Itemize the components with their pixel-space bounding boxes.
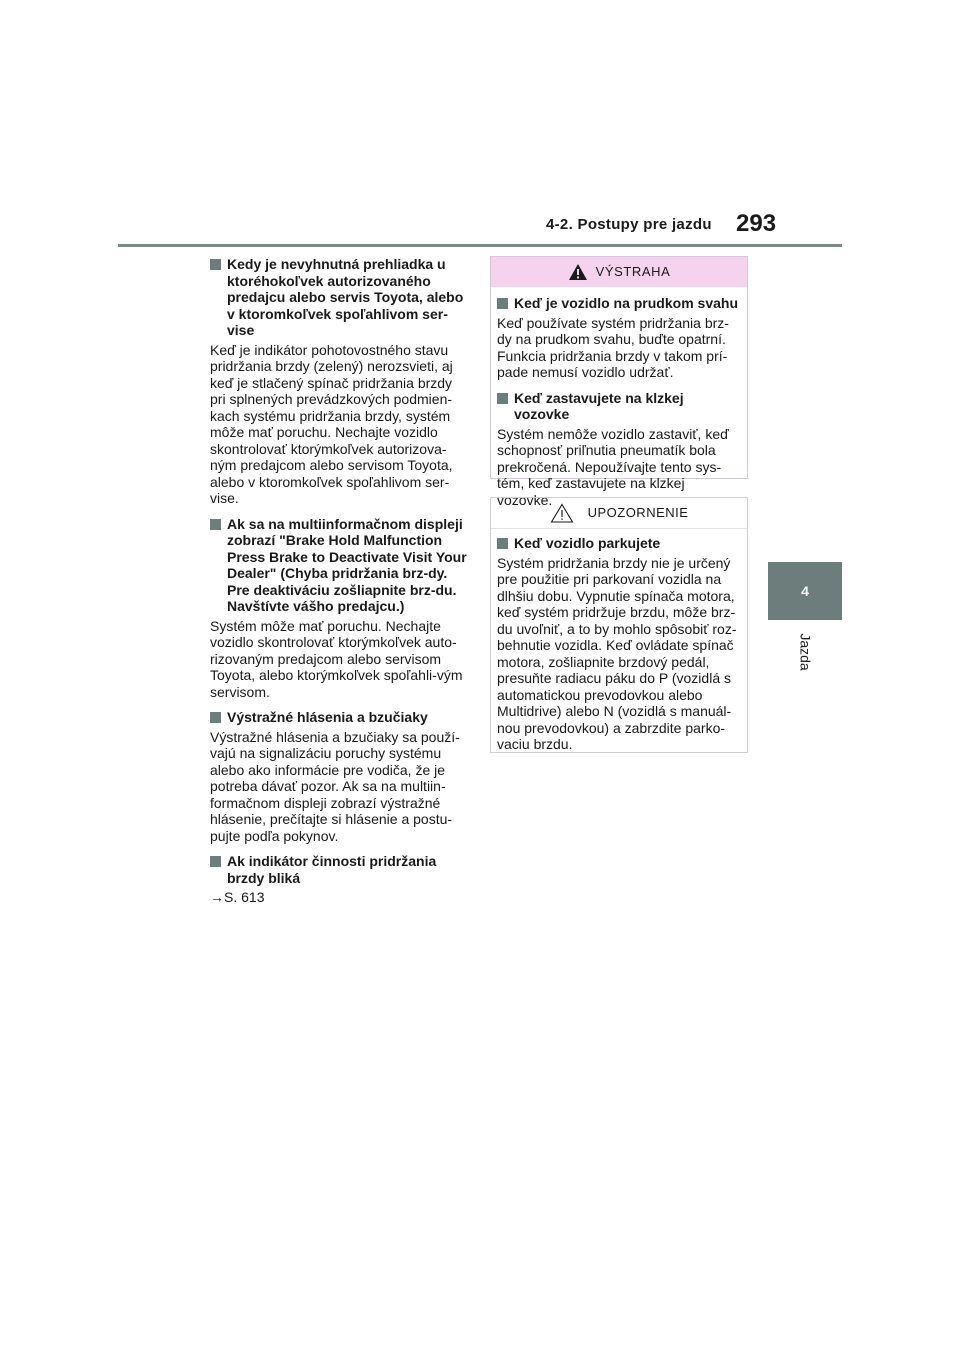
left-column: [210, 256, 468, 915]
heading-text: Keď vozidlo parkujete: [514, 535, 661, 551]
chapter-number: 4: [801, 583, 809, 599]
square-bullet-icon: [210, 856, 221, 867]
section-title: 4-2. Postupy pre jazdu: [546, 216, 712, 233]
warning-title: VÝSTRAHA: [595, 263, 671, 279]
caution-body: [491, 529, 747, 753]
caution-triangle-icon: [550, 503, 574, 523]
chapter-label: [786, 622, 826, 682]
warning-box: [490, 256, 748, 508]
paragraph: Keď používate systém pridržania brz-dy na prudkom svahu, buďte opatrní. Funkcia pridržania brzdy v takom prí-pade nemusí vozidlo udržať.: [497, 314, 729, 380]
section-heading: [210, 516, 468, 615]
square-bullet-icon: [497, 393, 508, 404]
paragraph: Výstražné hlásenia a bzučiaky sa použí-vajú na signalizáciu poruchy systému alebo ako informácie pre vodiča, že je potreba dávať pozor. Ak sa na multiin-formačnom displeji zobrazí výstražné hlásenie, prečítajte si hlásenie a postu-pujte podľa pokynov.: [210, 728, 460, 844]
section-heading: [210, 709, 468, 726]
page-number: 293: [736, 210, 777, 237]
heading-text: Ak indikátor činnosti pridržania brzdy bliká: [227, 853, 437, 886]
caution-title: UPOZORNENIE: [587, 504, 689, 520]
heading-text: Keď zastavujete na klzkej vozovke: [514, 389, 684, 422]
paragraph: Systém pridržania brzdy nie je určený pre použitie pri parkovaní vozidla na dlhšiu dobu. Vypnutie spínača motora, keď systém pridržuje brzdu, môže brz-du uvoľniť, a to by mohlo spôsobiť roz-behnutie vozidla. Keď ovládate spínač motora, zošliapnite brzdový pedál, presuňte radiacu páku do P (vozidlá s automatickou prevodovkou alebo Multidrive) alebo N (vozidlá s manuál-nou prevodovkou) a zabrzdite parko-vaciu brzdu.: [497, 554, 737, 752]
section-heading: [210, 853, 468, 886]
square-bullet-icon: [210, 259, 221, 270]
chapter-label-text: Jazda: [797, 633, 814, 671]
square-bullet-icon: [497, 298, 508, 309]
warning-header: [491, 257, 747, 287]
square-bullet-icon: [210, 519, 221, 530]
paragraph: Systém môže mať poruchu. Nechajte vozidlo skontrolovať ktorýmkoľvek auto-rizovaným predajcom alebo servisom Toyota, alebo ktorýmkoľvek spoľahli-vým servisom.: [210, 617, 463, 700]
caution-item-heading: [497, 535, 741, 552]
heading-text: Ak sa na multiinformačnom displeji zobrazí "Brake Hold Malfunction Press Brake to Deactivate Visit Your Dealer" (Chyba pridržania brz-dy. Pre deaktiváciu zošliapnite brz-du. Navštívte vášho predajcu.): [227, 515, 467, 614]
warning-item-heading: [497, 295, 741, 312]
paragraph: Keď je indikátor pohotovostného stavu pridržania brzdy (zelený) nerozsvieti, aj keď je stlačený spínač pridržania brzdy pri splnených prevádzkových podmien-kach systému pridržania brzdy, systém môže mať poruchu. Nechajte vozidlo skontrolovať ktorýmkoľvek autorizova-ným predajcom alebo servisom Toyota, alebo v ktoromkoľvek spoľahlivom ser-vise.: [210, 341, 453, 506]
heading-text: Výstražné hlásenia a bzučiaky: [227, 709, 428, 725]
warning-triangle-icon: [568, 263, 588, 281]
warning-body: [491, 287, 747, 508]
page-reference-link[interactable]: →S. 613: [210, 889, 265, 905]
chapter-tab[interactable]: [768, 562, 842, 620]
heading-text: Keď je vozidlo na prudkom svahu: [514, 295, 738, 311]
header-divider: [118, 244, 842, 247]
square-bullet-icon: [497, 538, 508, 549]
caution-box: [490, 497, 748, 753]
warning-item-heading: [497, 390, 741, 423]
heading-text: Kedy je nevyhnutná prehliadka u ktoréhokoľvek autorizovaného predajcu alebo servis Toyota, alebo v ktoromkoľvek spoľahlivom ser-vise: [227, 256, 464, 338]
square-bullet-icon: [210, 712, 221, 723]
caution-header: [491, 498, 747, 529]
section-heading: [210, 256, 468, 339]
paragraph: Systém nemôže vozidlo zastaviť, keď schopnosť priľnutia pneumatík bola prekročená. Nepoužívajte tento sys-tém, keď zastavujete na klzkej vozovke.: [497, 425, 729, 508]
